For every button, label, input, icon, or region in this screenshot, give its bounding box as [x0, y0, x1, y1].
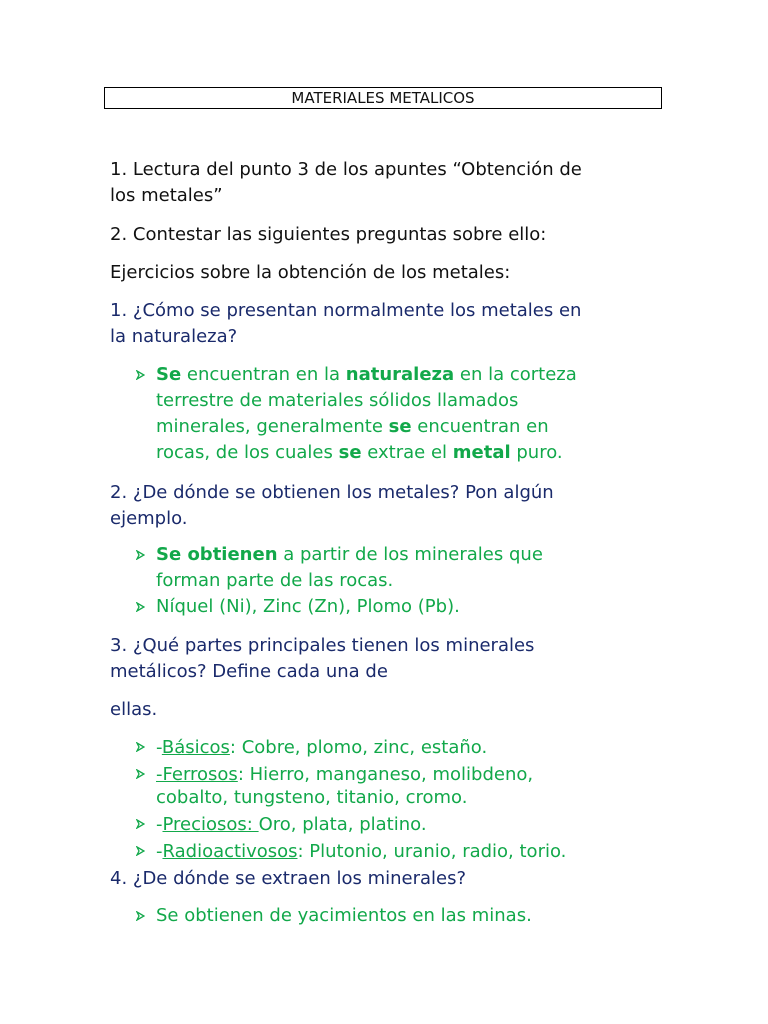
answer-3-radioactivosos-label: Radioactivosos — [162, 841, 298, 862]
arrowhead-bullet-icon — [136, 846, 145, 856]
answer-1-line-2: terrestre de materiales sólidos llamados — [156, 390, 519, 411]
answer-4-item — [134, 903, 654, 929]
document-title-text: MATERIALES METALICOS — [291, 89, 475, 107]
answer-1-bold-se-2: se — [388, 416, 412, 437]
paragraph-1 — [110, 157, 670, 209]
answer-3-item-basicos — [134, 736, 654, 759]
answer-1-text-3: minerales, generalmente — [156, 416, 389, 437]
question-2 — [110, 480, 670, 532]
question-1-line-1: 1. ¿Cómo se presentan normalmente los metales en — [110, 300, 582, 321]
answer-1-bold-naturaleza: naturaleza — [345, 364, 455, 385]
paragraph-1-line-2: los metales” — [110, 185, 223, 206]
answer-2-bold: Se obtienen — [156, 544, 278, 565]
answer-1-text-4: encuentran en — [411, 416, 549, 437]
answer-2-list — [134, 542, 654, 620]
answer-3-ferrosos-text: : Hierro, manganeso, molibdeno, — [237, 764, 534, 785]
answer-2-rest: a partir de los minerales que — [277, 544, 543, 565]
question-1 — [110, 298, 670, 350]
answer-4-list — [134, 903, 654, 929]
paragraph-1-line-1: 1. Lectura del punto 3 de los apuntes “Obtención de — [110, 159, 582, 180]
answer-3-ferrosos-line-2: cobalto, tungsteno, titanio, cromo. — [156, 787, 468, 808]
answer-1-text-2: en la corteza — [454, 364, 577, 385]
arrowhead-bullet-icon — [136, 819, 145, 829]
answer-1-text-5: rocas, de los cuales — [156, 442, 339, 463]
answer-1-text-7: puro. — [510, 442, 563, 463]
answer-2-item-1 — [134, 542, 654, 594]
answer-3-dash: - — [156, 737, 162, 758]
answer-3-preciosos-label: Preciosos: — [162, 814, 259, 835]
question-3 — [110, 633, 670, 685]
answer-1-bold-metal: metal — [452, 442, 511, 463]
answer-3-item-radioactivosos — [134, 840, 654, 863]
answer-3-radioactivosos-text: : Plutonio, uranio, radio, torio. — [297, 841, 567, 862]
question-3-line-2: metálicos? Define cada una de — [110, 661, 388, 682]
answer-1-text-1: encuentran en la — [181, 364, 346, 385]
answer-1-bold-se-3: se — [338, 442, 362, 463]
question-4: 4. ¿De dónde se extraen los minerales? — [110, 868, 467, 889]
question-1-line-2: la naturaleza? — [110, 326, 238, 347]
question-2-line-1: 2. ¿De dónde se obtienen los metales? Pon algún — [110, 482, 554, 503]
answer-3-preciosos-text: Oro, plata, platino. — [258, 814, 427, 835]
answer-3-item-preciosos — [134, 813, 654, 836]
answer-3-basicos-text: : Cobre, plomo, zinc, estaño. — [229, 737, 488, 758]
answer-3-item-ferrosos — [134, 763, 654, 809]
question-3-line-3: ellas. — [110, 699, 158, 720]
answer-1-bold-se-1: Se — [156, 364, 182, 385]
answer-1-text-6: extrae el — [361, 442, 453, 463]
arrowhead-bullet-icon — [136, 550, 145, 560]
answer-1-list — [134, 362, 654, 466]
answer-3-dash: - — [156, 814, 163, 835]
answer-4-text: Se obtienen de yacimientos en las minas. — [156, 905, 532, 926]
paragraph-2: 2. Contestar las siguientes preguntas sobre ello: — [110, 224, 547, 245]
question-3-line-1: 3. ¿Qué partes principales tienen los minerales — [110, 635, 535, 656]
answer-3-basicos-label: Básicos — [161, 737, 230, 758]
answer-3-ferrosos-label: -Ferrosos — [156, 764, 238, 785]
answer-3-list — [134, 736, 654, 867]
answer-3-dash: - — [156, 841, 163, 862]
arrowhead-bullet-icon — [136, 742, 145, 752]
arrowhead-bullet-icon — [136, 769, 145, 779]
arrowhead-bullet-icon — [136, 602, 145, 612]
document-title — [104, 87, 662, 109]
answer-1-item — [134, 362, 654, 466]
answer-2-item-2 — [134, 594, 654, 620]
arrowhead-bullet-icon — [136, 911, 145, 921]
answer-2-example: Níquel (Ni), Zinc (Zn), Plomo (Pb). — [156, 596, 460, 617]
paragraph-3: Ejercicios sobre la obtención de los metales: — [110, 262, 511, 283]
arrowhead-bullet-icon — [136, 370, 145, 380]
question-2-line-2: ejemplo. — [110, 508, 188, 529]
answer-2-line-2: forman parte de las rocas. — [156, 570, 394, 591]
